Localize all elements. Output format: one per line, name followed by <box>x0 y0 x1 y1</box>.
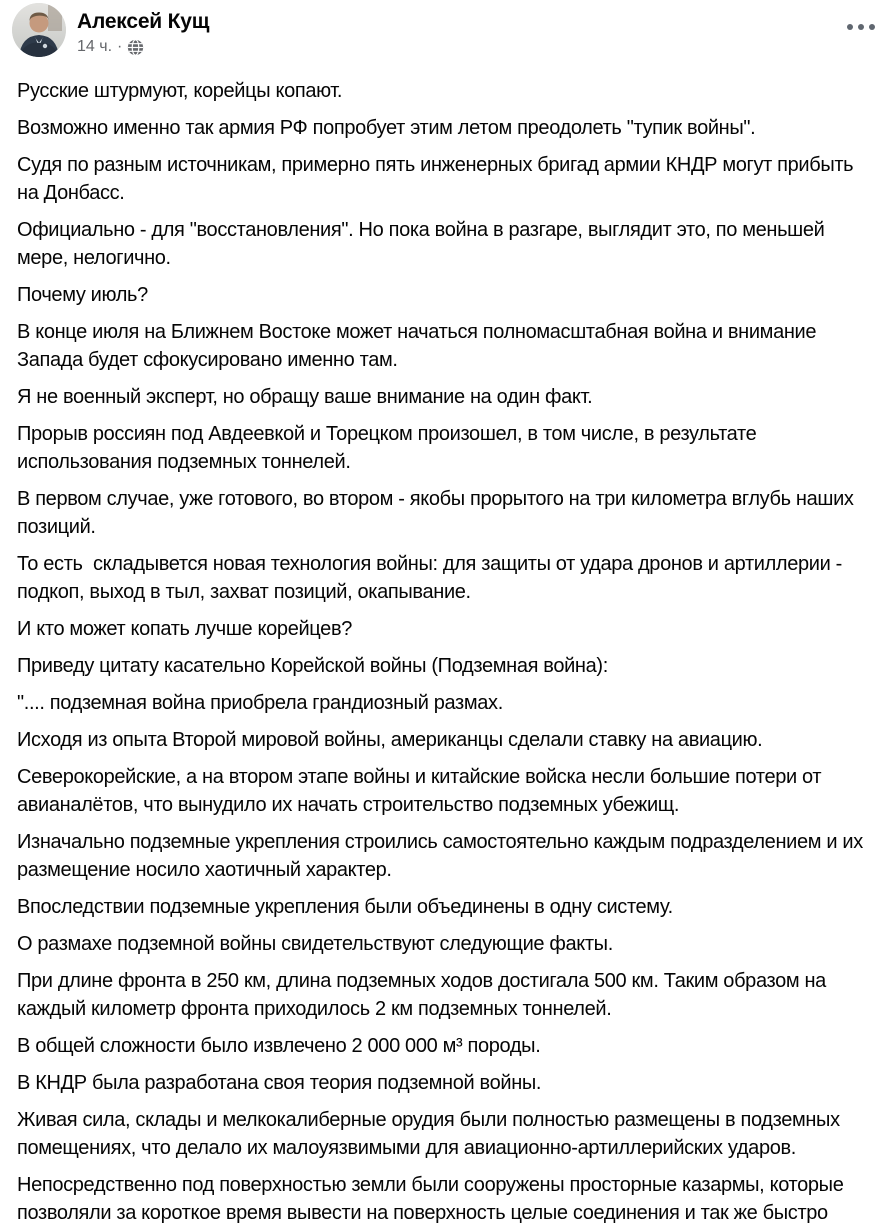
post-paragraph: Впоследствии подземные укрепления были объединены в одну систему. <box>17 896 673 918</box>
ellipsis-icon <box>869 24 875 30</box>
ellipsis-icon <box>847 24 853 30</box>
post-paragraph: Почему июль? <box>17 284 148 306</box>
post-paragraph: В КНДР была разработана своя теория подземной войны. <box>17 1072 542 1094</box>
post-paragraph: Судя по разным источникам, примерно пять инженерных бригад армии КНДР могут прибыть на Донбасс. <box>17 154 859 204</box>
post-paragraph: Возможно именно так армия РФ попробует этим летом преодолеть "тупик войны". <box>17 117 756 139</box>
post-paragraph: Непосредственно под поверхностью земли были сооружены просторные казармы, которые позволяли за короткое время вывести на поверхность целые соединения и так же быстро <box>17 1174 849 1224</box>
post-paragraph: Прорыв россиян под Авдеевкой и Торецком произошел, в том числе, в результате использования подземных тоннелей. <box>17 423 762 473</box>
author-name[interactable]: Алексей Кущ <box>77 10 210 33</box>
post-paragraph: ".... подземная война приобрела грандиозный размах. <box>17 692 503 714</box>
post-paragraph: О размахе подземной войны свидетельствуют следующие факты. <box>17 933 613 955</box>
post-paragraph: То есть складывется новая технология войны: для защиты от удара дронов и артиллерии - подкоп, выход в тыл, захват позиций, окапывание. <box>17 553 848 603</box>
post-paragraph: И кто может копать лучше корейцев? <box>17 618 353 640</box>
avatar-photo <box>12 3 66 57</box>
post-paragraph: Северокорейские, а на втором этапе войны и китайские войска несли большие потери от авианалётов, что вынудило их начать строительство подземных убежищ. <box>17 766 827 816</box>
post-paragraph: В конце июля на Ближнем Востоке может начаться полномасштабная война и внимание Запада будет сфокусировано именно там. <box>17 321 822 371</box>
post-meta <box>77 37 209 57</box>
post-paragraph: При длине фронта в 250 км, длина подземных ходов достигала 500 км. Таким образом на каждый километр фронта приходилось 2 км подземных тоннелей. <box>17 970 832 1020</box>
post-paragraph: В общей сложности было извлечено 2 000 000 м³ породы. <box>17 1035 541 1057</box>
header-info <box>77 3 209 57</box>
avatar[interactable] <box>12 3 66 57</box>
globe-icon <box>127 39 144 56</box>
post-paragraph: Русские штурмуют, корейцы копают. <box>17 80 343 102</box>
post-paragraph: Приведу цитату касательно Корейской войны (Подземная война): <box>17 655 608 677</box>
post-menu-button[interactable] <box>845 16 877 38</box>
timestamp[interactable]: 14 ч. <box>77 38 113 55</box>
post-paragraph: Официально - для "восстановления". Но пока война в разгаре, выглядит это, по меньшей мере, нелогично. <box>17 219 830 269</box>
post-paragraph: Изначально подземные укрепления строились самостоятельно каждым подразделением и их размещение носило хаотичный характер. <box>17 831 869 881</box>
meta-separator: · <box>117 38 123 55</box>
post-paragraph: Исходя из опыта Второй мировой войны, американцы сделали ставку на авиацию. <box>17 729 763 751</box>
post-body <box>0 57 890 1227</box>
post-paragraph: Я не военный эксперт, но обращу ваше внимание на один факт. <box>17 386 593 408</box>
post-paragraph: В первом случае, уже готового, во втором - якобы прорытого на три километра вглубь наших позиций. <box>17 488 859 538</box>
ellipsis-icon <box>858 24 864 30</box>
post-paragraph: Живая сила, склады и мелкокалиберные орудия были полностью размещены в подземных помещениях, что делало их малоуязвимыми для авиационно-артиллерийских ударов. <box>17 1109 845 1159</box>
post-header <box>0 0 890 57</box>
